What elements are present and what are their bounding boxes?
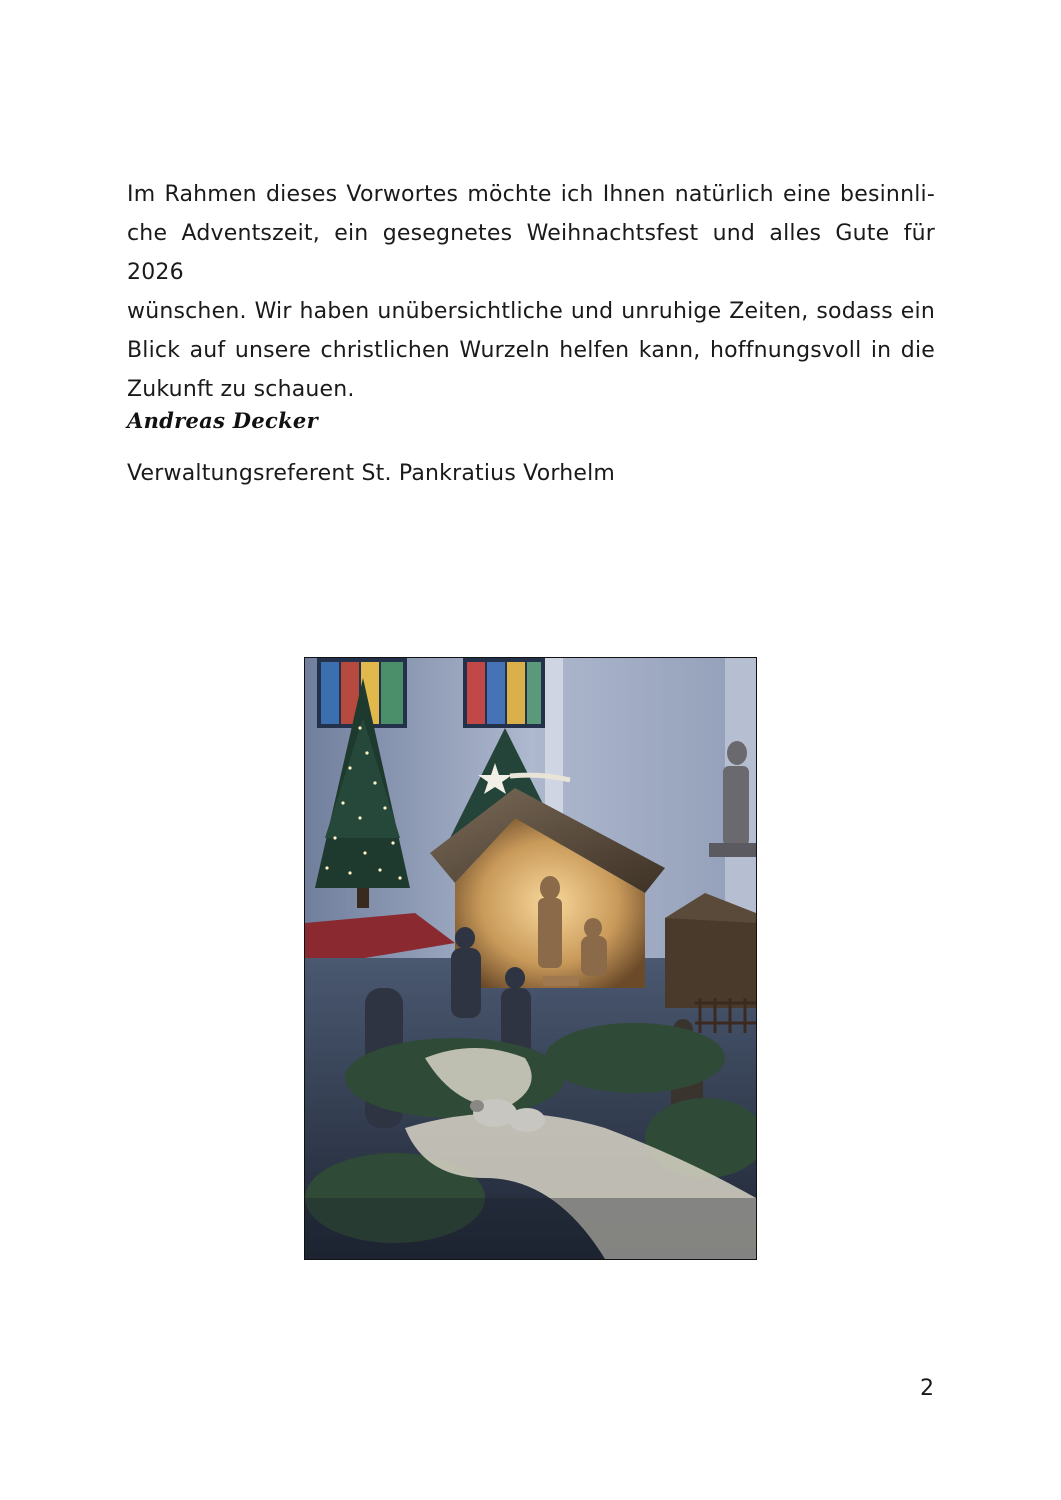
foreword-paragraph	[127, 175, 935, 409]
paragraph-line: Blick auf unsere christlichen Wurzeln helfen kann, hoffnungsvoll in die	[127, 338, 935, 363]
paragraph-line: wünschen. Wir haben unübersichtliche und unruhige Zeiten, sodass ein	[127, 299, 935, 324]
paragraph-line: che Adventszeit, ein gesegnetes Weihnachtsfest und alles Gute für 2026	[127, 221, 935, 285]
paragraph-line: Im Rahmen dieses Vorwortes möchte ich Ihnen natürlich eine besinnli-	[127, 182, 935, 207]
author-signature: Andreas Decker	[127, 408, 318, 433]
author-role: Verwaltungsreferent St. Pankratius Vorhelm	[127, 461, 616, 486]
page-number: 2	[920, 1376, 934, 1401]
stained-glass-window	[463, 658, 545, 728]
nativity-scene-image	[305, 658, 756, 1259]
paragraph-line: Zukunft zu schauen.	[127, 377, 355, 402]
nativity-scene-photo	[304, 657, 757, 1260]
